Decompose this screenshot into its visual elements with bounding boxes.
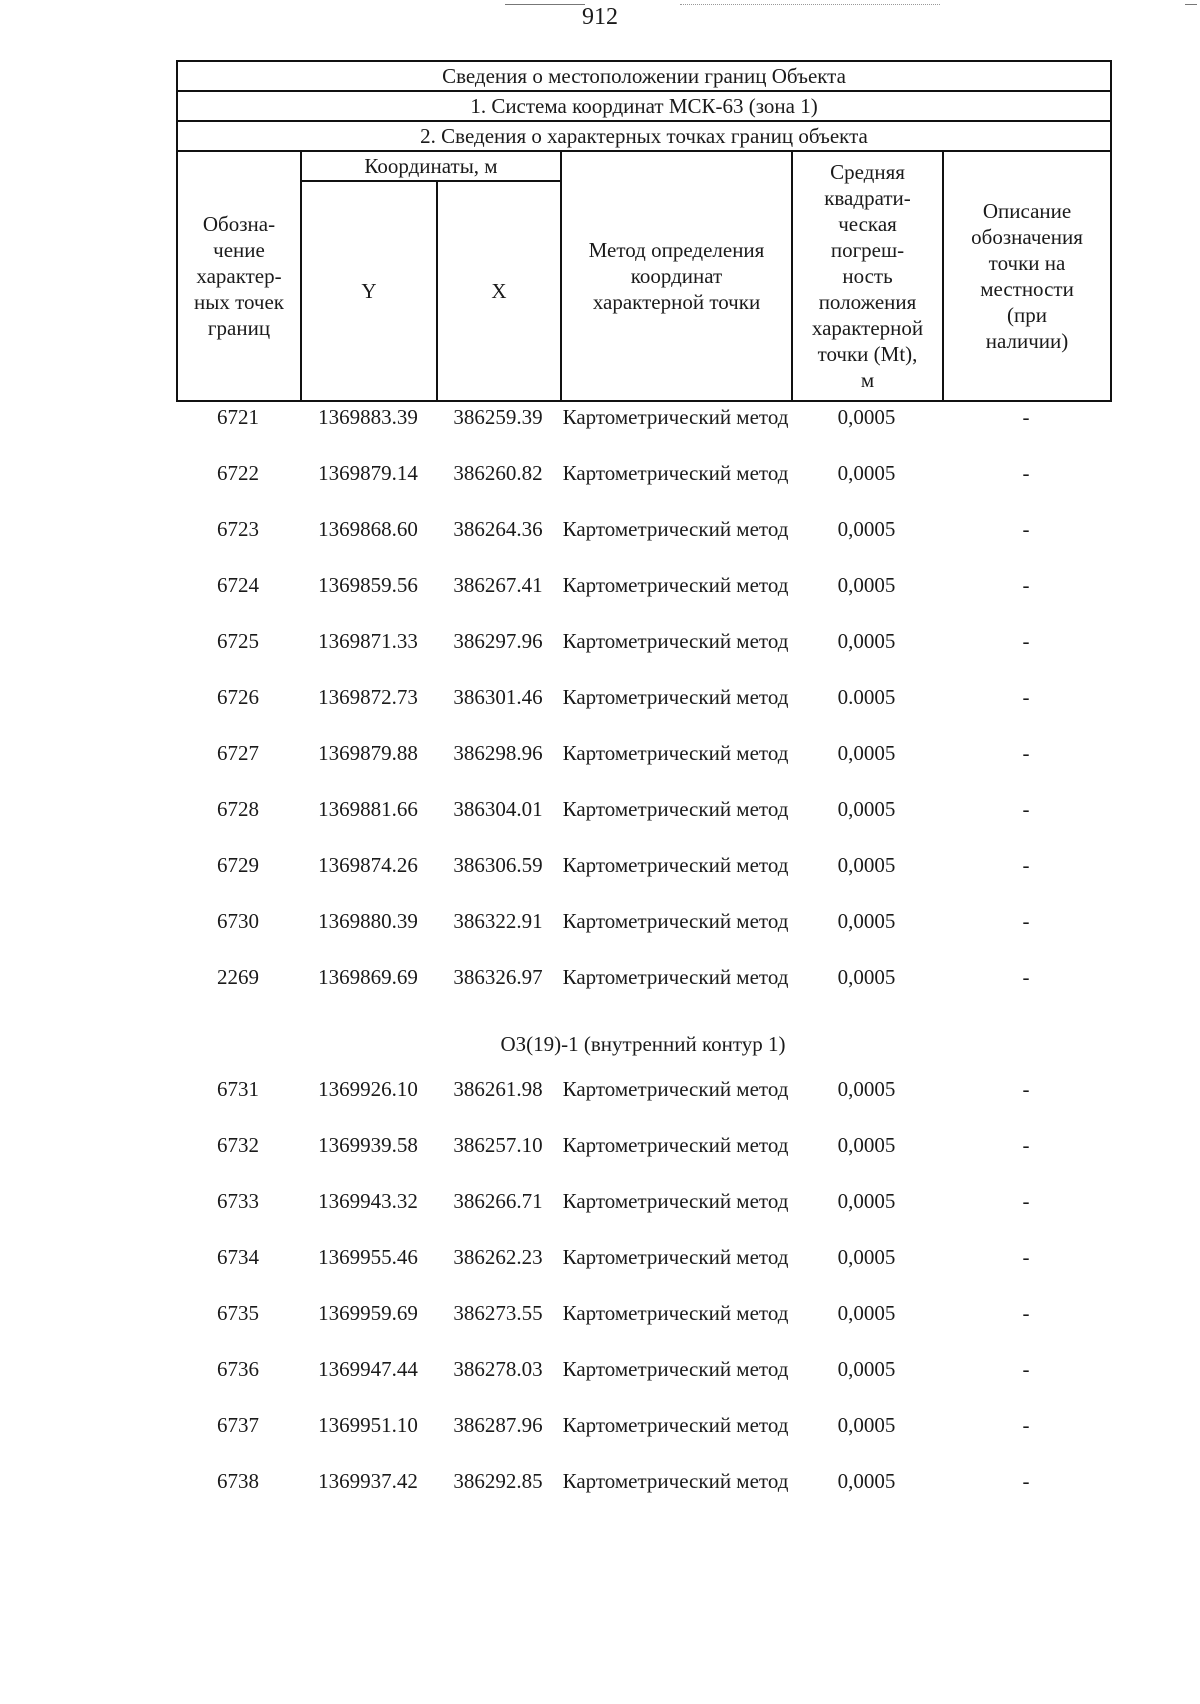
table-row: [176, 964, 1110, 1020]
point-number: 6737: [217, 1413, 259, 1437]
table-row: [176, 1188, 1110, 1244]
description: -: [1022, 517, 1030, 541]
description: -: [1022, 629, 1030, 653]
coordinate-y: 1369947.44: [318, 1357, 418, 1381]
point-number: 6723: [217, 517, 259, 541]
table-row: [176, 628, 1110, 684]
error-value: 0,0005: [837, 741, 896, 765]
error-value: 0,0005: [837, 1189, 896, 1213]
description: -: [1022, 1301, 1030, 1325]
error-value: 0,0005: [837, 517, 896, 541]
table-row: [176, 1132, 1110, 1188]
method: Картометрический метод: [562, 1357, 789, 1381]
coordinate-x: 386297.96: [453, 629, 543, 653]
coordinate-x: 386273.55: [453, 1301, 543, 1325]
method: Картометрический метод: [562, 685, 789, 709]
point-number: 6724: [217, 573, 259, 597]
table-row: [176, 1468, 1110, 1524]
error-value: 0,0005: [837, 1357, 896, 1381]
description: -: [1022, 1357, 1030, 1381]
method: Картометрический метод: [562, 797, 789, 821]
method: Картометрический метод: [562, 1413, 789, 1437]
contour-label: ОЗ(19)-1 (внутренний контур 1): [500, 1032, 786, 1056]
method: Картометрический метод: [562, 517, 789, 541]
coordinate-x: 386259.39: [453, 405, 543, 429]
method: Картометрический метод: [562, 1301, 789, 1325]
point-number: 6725: [217, 629, 259, 653]
points-list: [176, 404, 1110, 1524]
section-title: 2. Сведения о характерных точках границ объекта: [177, 121, 1111, 151]
coordinate-x: 386266.71: [453, 1189, 543, 1213]
point-number: 6721: [217, 405, 259, 429]
table-row: [176, 852, 1110, 908]
method: Картометрический метод: [562, 1133, 789, 1157]
method: Картометрический метод: [562, 1245, 789, 1269]
coordinate-y: 1369951.10: [318, 1413, 418, 1437]
point-number: 6735: [217, 1301, 259, 1325]
table-row: [176, 1076, 1110, 1132]
description: -: [1022, 741, 1030, 765]
coordinate-y: 1369869.69: [318, 965, 418, 989]
point-number: 6730: [217, 909, 259, 933]
error-value: 0,0005: [837, 1133, 896, 1157]
method: Картометрический метод: [562, 629, 789, 653]
table-row: [176, 1244, 1110, 1300]
description: -: [1022, 405, 1030, 429]
point-number: 6734: [217, 1245, 259, 1269]
coordinate-y: 1369943.32: [318, 1189, 418, 1213]
scan-rule: [505, 4, 585, 5]
contour-label-row: [176, 1020, 1110, 1076]
table-row: [176, 908, 1110, 964]
error-value: 0,0005: [837, 1077, 896, 1101]
coordinate-y: 1369955.46: [318, 1245, 418, 1269]
error-value: 0,0005: [837, 1469, 896, 1493]
coordinate-x: 386278.03: [453, 1357, 543, 1381]
description: -: [1022, 573, 1030, 597]
point-number: 6738: [217, 1469, 259, 1493]
page-number: 912: [582, 4, 618, 30]
coordinate-x: 386262.23: [453, 1245, 543, 1269]
description: -: [1022, 853, 1030, 877]
coordinate-x: 386298.96: [453, 741, 543, 765]
error-value: 0,0005: [837, 909, 896, 933]
description: -: [1022, 1413, 1030, 1437]
coordinate-x: 386306.59: [453, 853, 543, 877]
table-row: [176, 572, 1110, 628]
coordinate-y: 1369868.60: [318, 517, 418, 541]
table-row: [176, 796, 1110, 852]
table-row: [176, 684, 1110, 740]
column-header-description: Описание обозначения точки на местности (при наличии): [943, 151, 1111, 401]
table-row: [176, 404, 1110, 460]
description: -: [1022, 965, 1030, 989]
point-number: 6732: [217, 1133, 259, 1157]
table-row: [176, 1300, 1110, 1356]
coordinate-y: 1369939.58: [318, 1133, 418, 1157]
method: Картометрический метод: [562, 1077, 789, 1101]
error-value: 0,0005: [837, 629, 896, 653]
coordinate-y: 1369937.42: [318, 1469, 418, 1493]
table-row: [176, 1356, 1110, 1412]
method: Картометрический метод: [562, 1469, 789, 1493]
point-number: 6728: [217, 797, 259, 821]
column-header-x: X: [437, 181, 561, 401]
coordinate-y: 1369959.69: [318, 1301, 418, 1325]
coordinate-x: 386326.97: [453, 965, 543, 989]
error-value: 0,0005: [837, 965, 896, 989]
error-value: 0,0005: [837, 1245, 896, 1269]
method: Картометрический метод: [562, 405, 789, 429]
method: Картометрический метод: [562, 461, 789, 485]
coordinate-system: 1. Система координат МСК-63 (зона 1): [177, 91, 1111, 121]
error-value: 0,0005: [837, 1301, 896, 1325]
error-value: 0,0005: [837, 853, 896, 877]
coordinate-y: 1369883.39: [318, 405, 418, 429]
coordinate-y: 1369879.14: [318, 461, 418, 485]
description: -: [1022, 1077, 1030, 1101]
error-value: 0,0005: [837, 573, 896, 597]
coordinate-y: 1369872.73: [318, 685, 418, 709]
table-row: [176, 516, 1110, 572]
column-header-method: Метод определения координат характерной точки: [561, 151, 792, 401]
coordinate-y: 1369881.66: [318, 797, 418, 821]
error-value: 0.0005: [837, 685, 896, 709]
point-number: 6731: [217, 1077, 259, 1101]
method: Картометрический метод: [562, 741, 789, 765]
coordinate-y: 1369859.56: [318, 573, 418, 597]
coordinate-x: 386261.98: [453, 1077, 543, 1101]
column-header-y: Y: [301, 181, 437, 401]
point-number: 6727: [217, 741, 259, 765]
method: Картометрический метод: [562, 573, 789, 597]
coordinate-x: 386267.41: [453, 573, 543, 597]
error-value: 0,0005: [837, 405, 896, 429]
description: -: [1022, 461, 1030, 485]
description: -: [1022, 797, 1030, 821]
table-title: Сведения о местоположении границ Объекта: [177, 61, 1111, 91]
coordinate-y: 1369871.33: [318, 629, 418, 653]
description: -: [1022, 1469, 1030, 1493]
scan-rule: [680, 4, 940, 5]
point-number: 6726: [217, 685, 259, 709]
coordinate-y: 1369879.88: [318, 741, 418, 765]
coordinate-x: 386322.91: [453, 909, 543, 933]
column-header-coordinates: Координаты, м: [301, 151, 561, 181]
error-value: 0,0005: [837, 1413, 896, 1437]
column-header-designation: Обозна- чение характер- ных точек границ: [177, 151, 301, 401]
method: Картометрический метод: [562, 853, 789, 877]
point-number: 6729: [217, 853, 259, 877]
method: Картометрический метод: [562, 965, 789, 989]
coordinate-y: 1369874.26: [318, 853, 418, 877]
header-table: [176, 60, 1112, 402]
description: -: [1022, 909, 1030, 933]
point-number: 6736: [217, 1357, 259, 1381]
column-header-error: Средняя квадрати- ческая погреш- ность положения характерной точки (Mt), м: [792, 151, 943, 401]
method: Картометрический метод: [562, 909, 789, 933]
description: -: [1022, 1189, 1030, 1213]
coordinate-x: 386292.85: [453, 1469, 543, 1493]
point-number: 2269: [217, 965, 259, 989]
description: -: [1022, 685, 1030, 709]
coordinate-x: 386287.96: [453, 1413, 543, 1437]
error-value: 0,0005: [837, 797, 896, 821]
coordinate-x: 386260.82: [453, 461, 543, 485]
table-row: [176, 740, 1110, 796]
coordinate-y: 1369880.39: [318, 909, 418, 933]
scan-rule: [1185, 4, 1197, 5]
description: -: [1022, 1133, 1030, 1157]
table-row: [176, 1412, 1110, 1468]
point-number: 6722: [217, 461, 259, 485]
coordinate-x: 386257.10: [453, 1133, 543, 1157]
coordinate-y: 1369926.10: [318, 1077, 418, 1101]
error-value: 0,0005: [837, 461, 896, 485]
coordinate-x: 386264.36: [453, 517, 543, 541]
coordinate-x: 386301.46: [453, 685, 543, 709]
coordinate-x: 386304.01: [453, 797, 543, 821]
method: Картометрический метод: [562, 1189, 789, 1213]
table-row: [176, 460, 1110, 516]
description: -: [1022, 1245, 1030, 1269]
point-number: 6733: [217, 1189, 259, 1213]
